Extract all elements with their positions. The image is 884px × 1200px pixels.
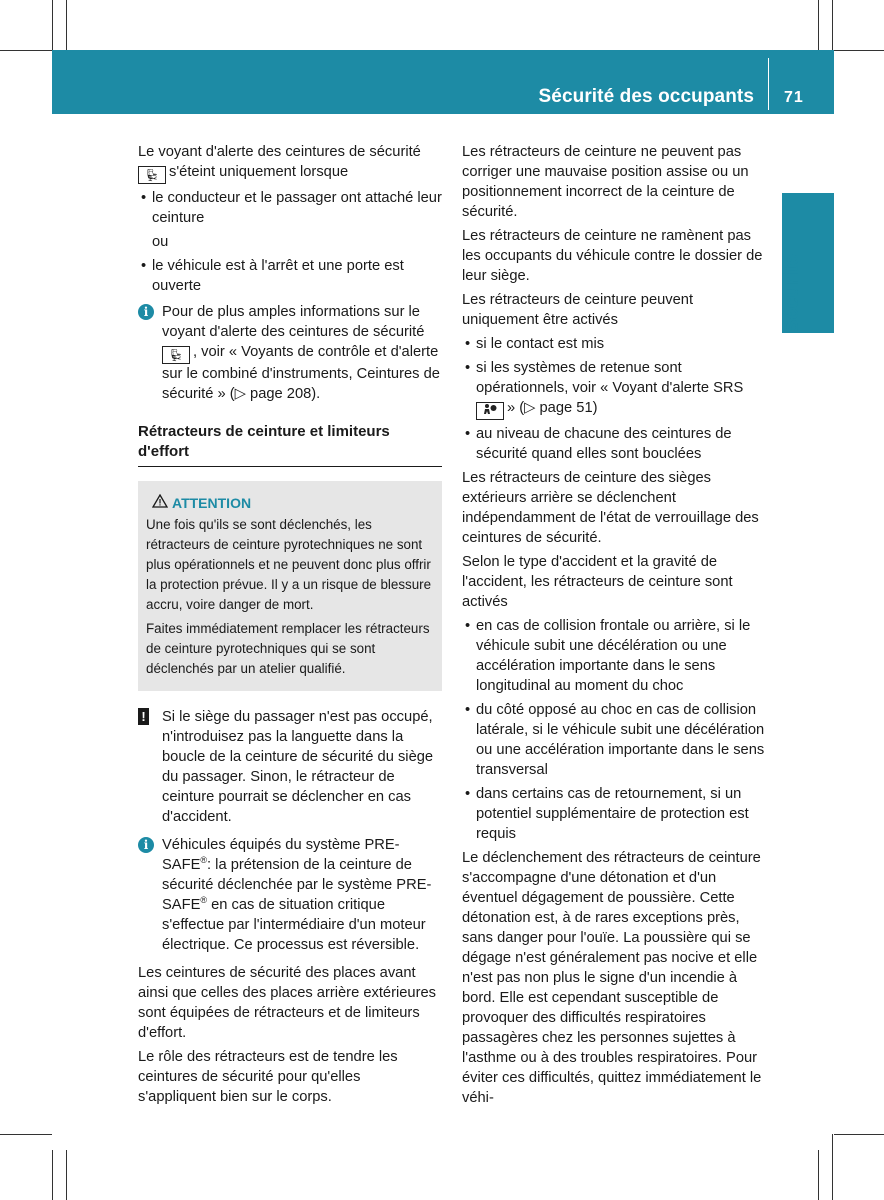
left-column <box>138 142 442 1111</box>
attention-text: Une fois qu'ils se sont déclenchés, les rétracteurs de ceinture pyrotechniques ne sont plus opérationnels et ne peuvent donc plus offrir la protection prévue. Il y a un risque de blessure accru, voire danger de mort. <box>146 517 432 612</box>
text: le véhicule est à l'arrêt et une porte est ouverte <box>152 258 404 294</box>
bullet-icon: • <box>465 702 471 718</box>
text: Véhicules équipés du système PRE-SAFE <box>162 837 400 873</box>
paragraph: Les rétracteurs de ceinture ne ramènent pas les occupants du véhicule contre le dossier de leur siège. <box>462 228 763 284</box>
crop-mark <box>66 1150 67 1200</box>
crop-mark <box>52 1150 53 1200</box>
paragraph: Le rôle des rétracteurs est de tendre les ceintures de sécurité pour qu'elles s'appliquent bien sur le corps. <box>138 1049 398 1105</box>
text: si le contact est mis <box>476 336 605 352</box>
list-item <box>462 358 768 420</box>
list-item <box>138 256 442 296</box>
attention-box <box>138 481 442 691</box>
info-icon: i <box>138 837 154 853</box>
text: du côté opposé au choc en cas de collision latérale, si le véhicule subit une décélération ou une accélération importante dans le sens transversal <box>476 702 765 778</box>
crop-mark <box>832 1134 833 1200</box>
list-item <box>462 616 768 696</box>
text: ATTENTION <box>172 495 252 511</box>
paragraph: Les rétracteurs de ceinture des sièges extérieurs arrière se déclenchent indépendamment de l'état de verrouillage des ceintures de sécurité. <box>462 470 759 546</box>
bullet-icon: • <box>141 258 147 274</box>
paragraph: Les ceintures de sécurité des places avant ainsi que celles des places arrière extérieures sont équipées de rétracteurs et de limiteurs d'effort. <box>138 965 436 1041</box>
list-item <box>462 334 768 354</box>
text: » (▷ page 51) <box>507 400 598 416</box>
seatbelt-warning-icon: 💺︎ <box>162 346 190 364</box>
crop-mark <box>66 0 67 50</box>
text: Si le siège du passager n'est pas occupé, n'introduisez pas la languette dans la boucle de la ceinture de sécurité du siège du passager. Sinon, le rétracteur de ceinture pourrait se déclencher en cas d'accident. <box>162 709 434 825</box>
crop-mark <box>818 1150 819 1200</box>
attention-text: Faites immédiatement remplacer les rétracteurs de ceinture pyrotechniques qui se sont déclenchés par un atelier qualifié. <box>146 621 430 676</box>
page-number: 71 <box>784 89 804 106</box>
registered-mark: ® <box>200 895 208 906</box>
list-item <box>462 424 768 464</box>
paragraph: Selon le type d'accident et la gravité de l'accident, les rétracteurs de ceinture sont activés <box>462 554 733 610</box>
crop-mark <box>834 50 884 51</box>
paragraph <box>138 142 442 184</box>
paragraph: Les rétracteurs de ceinture peuvent uniquement être activés <box>462 292 694 328</box>
bullet-icon: • <box>465 786 471 802</box>
crop-mark <box>818 0 819 50</box>
bullet-icon: • <box>465 360 471 376</box>
bullet-icon: • <box>465 426 471 442</box>
list-item <box>462 700 768 780</box>
info-note <box>138 302 442 404</box>
paragraph: Le déclenchement des rétracteurs de ceinture s'accompagne d'une détonation et d'un éventuel dégagement de poussière. Cette détonation est, à de rares exceptions près, sans danger pour l'ouïe. La poussière qui se dégage n'est généralement pas nocive et elle n'est pas non plus le signe d'un incendie à bord. Elle est cependant susceptible de provoquer des difficultés respiratoires passagères chez les personnes sujettes à l'asthme ou à des troubles respiratoires. Pour éviter ces difficultés, quittez immédiatement le véhi- <box>462 850 762 1106</box>
text: s'éteint uniquement lorsque <box>169 164 349 180</box>
text: Le voyant d'alerte des ceintures de sécurité <box>138 144 421 160</box>
header-separator <box>768 58 769 110</box>
text: en cas de situation critique s'effectue par l'intermédiaire d'un moteur électrique. Ce processus est réversible. <box>162 897 426 953</box>
text: , voir « Voyants de contrôle et d'alerte sur le combiné d'instruments, Ceintures de sécurité » (▷ page 208). <box>162 344 440 402</box>
text: Pour de plus amples informations sur le voyant d'alerte des ceintures de sécurité <box>162 304 425 340</box>
crop-mark <box>832 0 833 50</box>
bullet-icon: • <box>465 336 471 352</box>
text: au niveau de chacune des ceintures de sécurité quand elles sont bouclées <box>476 426 732 462</box>
section-heading: Rétracteurs de ceinture et limiteurs d'effort <box>138 422 442 467</box>
text: le conducteur et le passager ont attaché leur ceinture <box>152 190 442 226</box>
text: en cas de collision frontale ou arrière, si le véhicule subit une décélération ou une accélération importante dans le sens longitudinal au moment du choc <box>476 618 751 694</box>
info-icon: i <box>138 304 154 320</box>
text: : la prétension de la ceinture de sécurité déclenchée par le système PRE-SAFE <box>162 857 432 913</box>
paragraph: Les rétracteurs de ceinture ne peuvent pas corriger une mauvaise position assise ou un positionnement incorrect de la ceinture de sécurité. <box>462 144 749 220</box>
page-title: Sécurité des occupants <box>538 86 754 107</box>
info-note <box>138 835 442 955</box>
warning-triangle-icon <box>152 493 172 513</box>
right-column <box>462 142 768 1112</box>
warning-note <box>138 707 442 827</box>
text: dans certains cas de retournement, si un potentiel supplémentaire de protection est requis <box>476 786 749 842</box>
registered-mark: ® <box>200 855 208 866</box>
side-tab-label: Sécurité <box>781 254 803 333</box>
bullet-icon: • <box>465 618 471 634</box>
seatbelt-warning-icon: 💺︎ <box>138 166 166 184</box>
crop-mark <box>834 1134 884 1135</box>
crop-mark <box>0 50 52 51</box>
srs-airbag-icon <box>476 402 504 420</box>
exclamation-icon: ! <box>138 708 149 725</box>
list-item <box>138 188 442 228</box>
crop-mark <box>52 0 53 50</box>
list-item <box>462 784 768 844</box>
attention-title <box>146 493 434 513</box>
bullet-icon: • <box>141 190 147 206</box>
crop-mark <box>0 1134 52 1135</box>
or-text: ou <box>152 234 169 250</box>
text: si les systèmes de retenue sont opérationnels, voir « Voyant d'alerte SRS <box>476 360 744 396</box>
